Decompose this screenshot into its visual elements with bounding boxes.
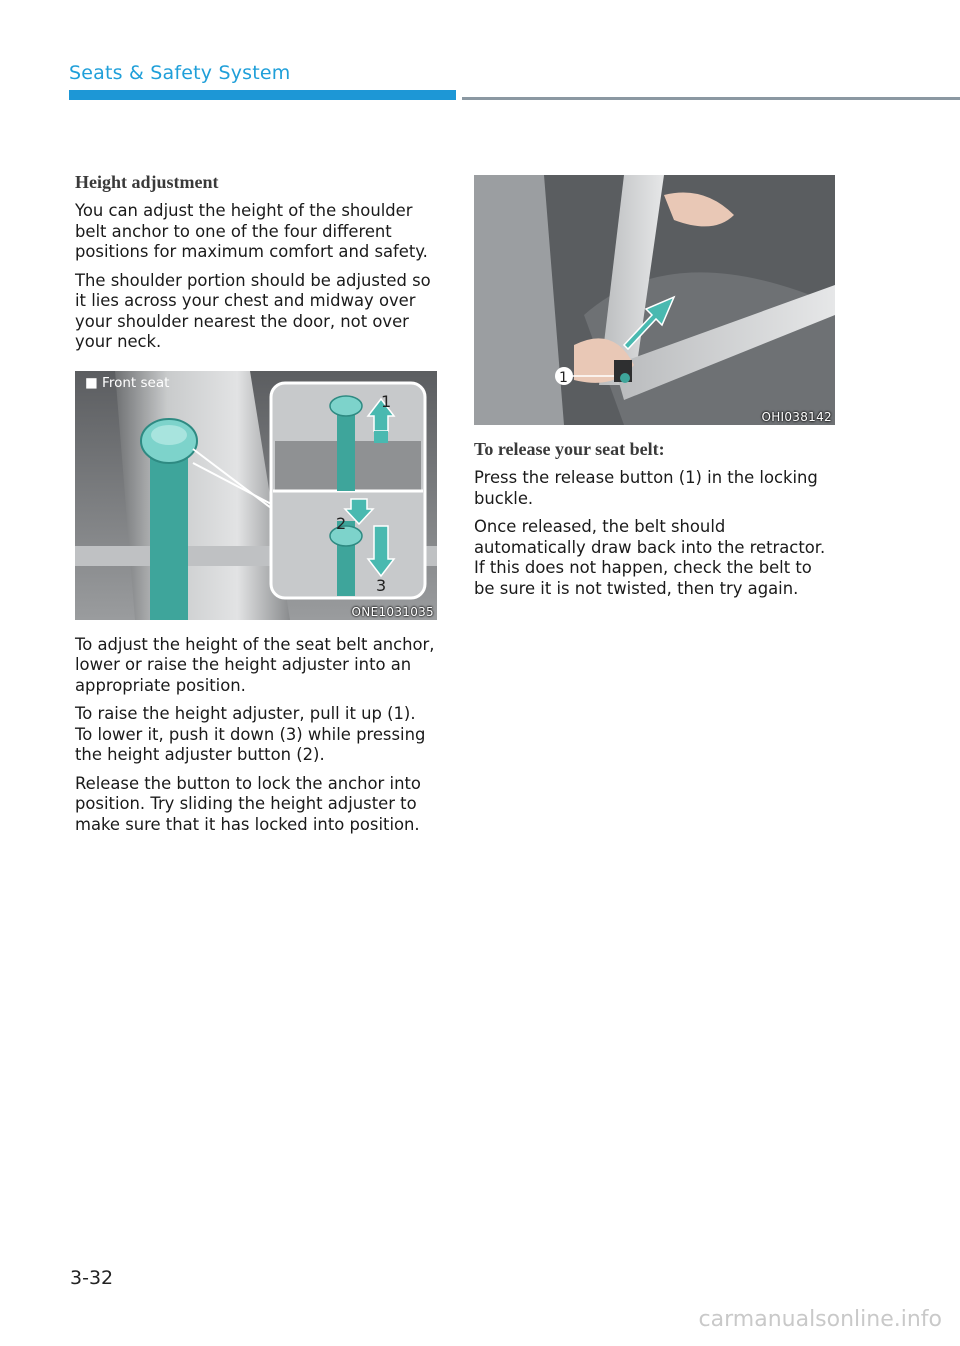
anchor-illustration-graphic xyxy=(75,371,437,620)
right-column xyxy=(474,172,836,607)
front-seat-tag: ■ Front seat xyxy=(85,374,170,391)
paragraph-raise-lower: To raise the height adjuster, pull it up (1). To lower it, push it down (3) while pressing the height adjuster button (2). xyxy=(75,704,426,764)
section-title: Seats & Safety System xyxy=(69,62,291,84)
height-adjustment-heading: Height adjustment xyxy=(75,172,219,192)
paragraph-adjust-anchor: To adjust the height of the seat belt anchor, lower or raise the height adjuster into an appropriate position. xyxy=(75,634,435,695)
front-seat-anchor-illustration xyxy=(75,371,437,620)
callout-release-label: 1 xyxy=(559,370,568,386)
figure-code-left: ONE1031035 xyxy=(351,604,434,619)
paragraph-belt-retract: Once released, the belt should automatically draw back into the retractor. If this does not happen, check the belt to be sure it is not twisted, then try again. xyxy=(474,517,826,598)
header-rule-accent xyxy=(69,90,456,100)
seat-belt-release-illustration xyxy=(474,175,835,425)
paragraph-release-lock: Release the button to lock the anchor into position. Try sliding the height adjuster to make sure that it has locked into position. xyxy=(75,773,421,834)
release-illustration-graphic xyxy=(474,175,835,425)
page-number: 3-32 xyxy=(70,1267,114,1289)
watermark: carmanualsonline.info xyxy=(698,1307,942,1332)
figure-code-right: OHI038142 xyxy=(761,410,832,424)
callout-3-label: 3 xyxy=(376,575,387,595)
callout-2-label: 2 xyxy=(336,513,347,533)
left-column xyxy=(75,172,437,843)
header-rule-gray xyxy=(462,97,960,100)
paragraph-shoulder-position: The shoulder portion should be adjusted so it lies across your chest and midway over your shoulder nearest the door, not over your neck. xyxy=(75,270,431,351)
release-seat-belt-heading: To release your seat belt: xyxy=(474,439,665,459)
callout-1-label: 1 xyxy=(381,391,392,411)
paragraph-press-release: Press the release button (1) in the locking buckle. xyxy=(474,468,818,508)
paragraph-adjust-intro: You can adjust the height of the shoulder belt anchor to one of the four different positions for maximum comfort and safety. xyxy=(75,201,428,261)
